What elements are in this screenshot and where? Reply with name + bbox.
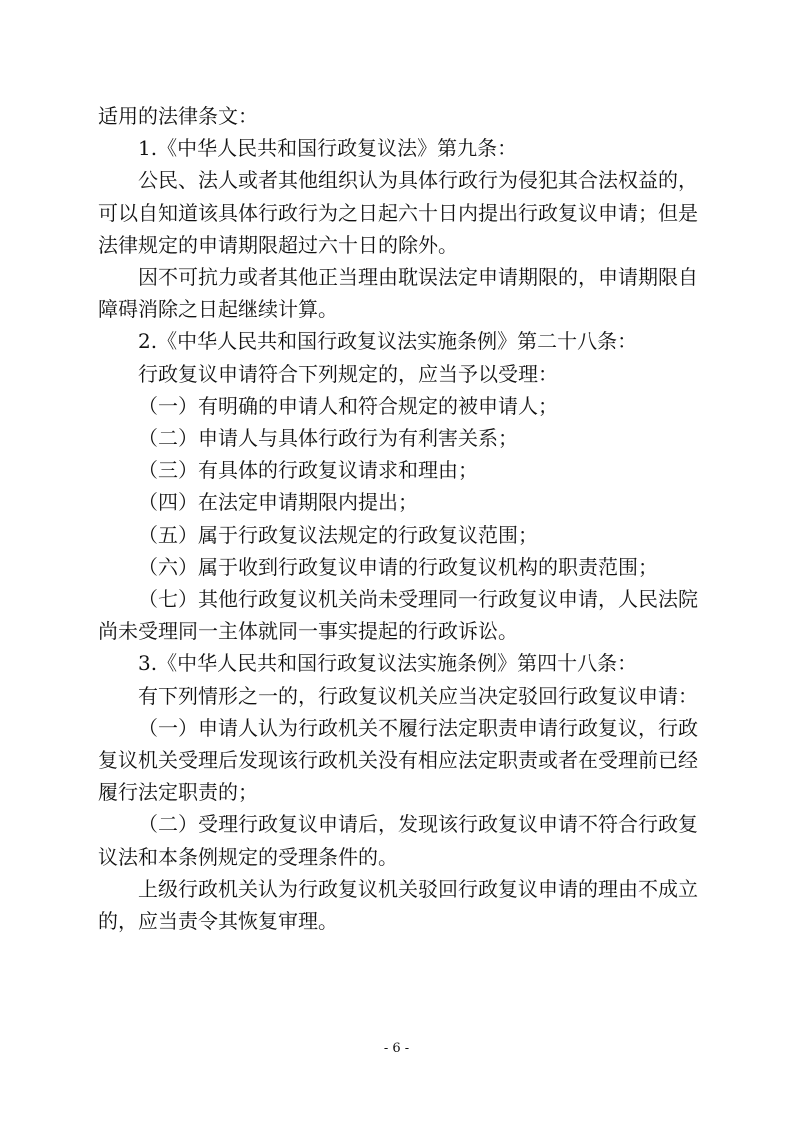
paragraph: 行政复议申请符合下列规定的，应当予以受理： [138, 361, 558, 386]
list-item: （二）申请人与具体行政行为有利害关系； [138, 426, 518, 451]
list-item: （一）有明确的申请人和符合规定的被申请人； [138, 393, 558, 418]
list-item: （五）属于行政复议法规定的行政复议范围； [138, 522, 538, 547]
paragraph: 上级行政机关认为行政复议机关驳回行政复议申请的理由不成立的，应当责令其恢复审理。 [98, 876, 698, 934]
paragraph-article-heading: 2.《中华人民共和国行政复议法实施条例》第二十八条： [138, 329, 638, 354]
paragraph: 公民、法人或者其他组织认为具体行政行为侵犯其合法权益的，可以自知道该具体行政行为之日起六十日内提出行政复议申请；但是法律规定的申请期限超过六十日的除外。 [98, 168, 698, 257]
list-item: （三）有具体的行政复议请求和理由； [138, 458, 478, 483]
paragraph-article-heading: 3.《中华人民共和国行政复议法实施条例》第四十八条： [138, 651, 638, 676]
list-item: （七）其他行政复议机关尚未受理同一行政复议申请，人民法院尚未受理同一主体就同一事实提起的行政诉讼。 [98, 587, 698, 644]
list-item: （一）申请人认为行政机关不履行法定职责申请行政复议，行政复议机关受理后发现该行政机关没有相应法定职责或者在受理前已经履行法定职责的； [98, 715, 698, 805]
list-item: （二）受理行政复议申请后，发现该行政复议申请不符合行政复议法和本条例规定的受理条件的。 [98, 812, 698, 869]
paragraph-applicable-law: 适用的法律条文： [98, 104, 258, 128]
page-number: - 6 - [383, 1041, 410, 1056]
document-body [98, 100, 698, 937]
paragraph: 有下列情形之一的，行政复议机关应当决定驳回行政复议申请： [138, 683, 698, 708]
paragraph: 因不可抗力或者其他正当理由耽误法定申请期限的，申请期限自障碍消除之日起继续计算。 [98, 265, 698, 322]
paragraph-article-heading: 1.《中华人民共和国行政复议法》第九条： [138, 136, 518, 161]
list-item: （四）在法定申请期限内提出； [138, 490, 418, 515]
list-item: （六）属于收到行政复议申请的行政复议机构的职责范围； [138, 554, 658, 579]
